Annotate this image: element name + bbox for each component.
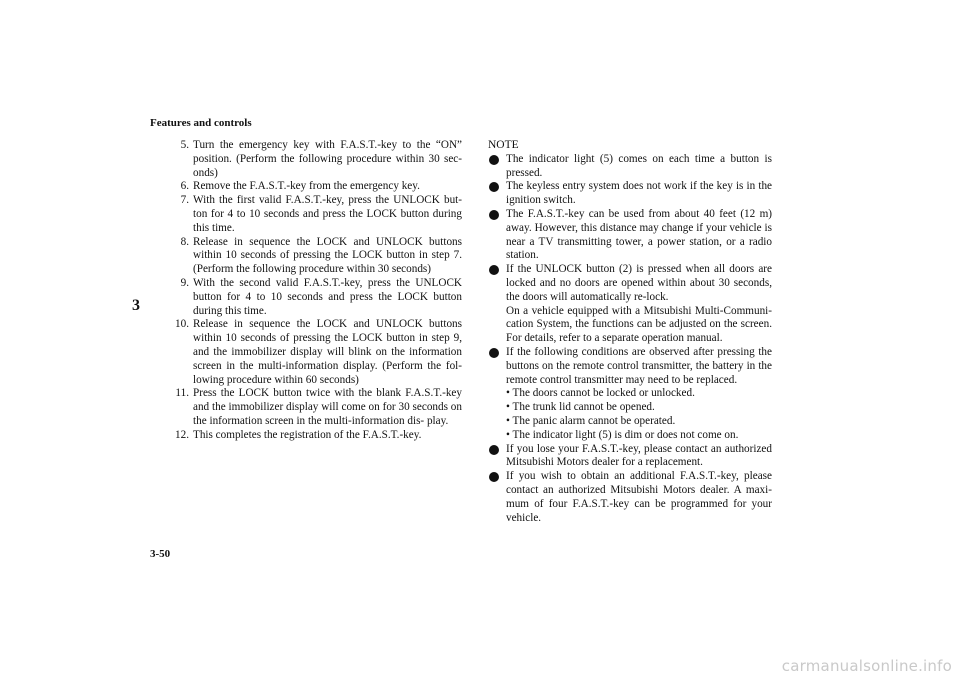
chapter-tab-number: 3 bbox=[132, 297, 140, 314]
note-subitem: • The trunk lid cannot be opened. bbox=[506, 401, 655, 414]
note-column bbox=[488, 139, 772, 525]
page-header-title: Features and controls bbox=[150, 117, 252, 129]
bullet-icon bbox=[489, 182, 499, 192]
step-item: 7. With the first valid F.A.S.T.-key, press the UNLOCK but- ton for 4 to 10 seconds and press the LOCK button during this time. bbox=[180, 194, 462, 234]
step-item: 10. Release in sequence the LOCK and UNLOCK buttons within 10 seconds of pressing the LOCK button in step 9, and the immobilizer display will blink on the information screen in the multi-information display. (Perform the fol- lowing procedure within 60 seconds) bbox=[175, 318, 462, 386]
note-paragraph: On a vehicle equipped with a Mitsubishi Multi-Communi- cation System, the functions can be adjusted on the screen. For details, refer to a separate operation manual. bbox=[506, 304, 772, 345]
bullet-icon bbox=[489, 210, 499, 220]
bullet-icon bbox=[489, 348, 499, 358]
step-item: 5. Turn the emergency key with F.A.S.T.-key to the “ON” position. (Perform the following procedure within 30 sec- onds) bbox=[180, 139, 462, 179]
note-subitem: • The indicator light (5) is dim or does not come on. bbox=[506, 428, 739, 441]
step-item: 8. Release in sequence the LOCK and UNLOCK buttons within 10 seconds of pressing the LOCK button in step 7. (Perform the following procedure within 30 seconds) bbox=[180, 235, 462, 276]
step-item: 9. With the second valid F.A.S.T.-key, press the UNLOCK button for 4 to 10 seconds and press the LOCK button during this time. bbox=[180, 276, 462, 317]
note-subitem: • The panic alarm cannot be operated. bbox=[506, 414, 676, 427]
procedure-column bbox=[165, 139, 462, 443]
note-item: The indicator light (5) comes on each time a button is pressed. bbox=[488, 153, 772, 181]
bullet-icon bbox=[489, 472, 499, 482]
note-item: The F.A.S.T.-key can be used from about 40 feet (12 m) away. However, this distance may change if your vehicle is near a TV transmitting tower, a power station, or a radio station. bbox=[488, 208, 772, 263]
note-subitem: • The doors cannot be locked or unlocked. bbox=[506, 387, 695, 400]
step-item: 12. This completes the registration of the F.A.S.T.-key. bbox=[175, 428, 422, 441]
note-item: If the UNLOCK button (2) is pressed when all doors are locked and no doors are opened within about 30 seconds, the doors will automatically re-lock. On a vehicle equipped with a Mitsubishi Multi-Communi- cation System, the functions can be adjusted on the screen. For details, refer to a separate operation manual. bbox=[488, 263, 772, 346]
bullet-icon bbox=[489, 265, 499, 275]
note-item: If you lose your F.A.S.T.-key, please contact an authorized Mitsubishi Motors dealer for a replacement. bbox=[488, 443, 772, 471]
note-item: If you wish to obtain an additional F.A.S.T.-key, please contact an authorized Mitsubishi Motors dealer. A maxi- mum of four F.A.S.T.-key can be programmed for your vehicle. bbox=[488, 470, 772, 525]
watermark: carmanualsonline.info bbox=[781, 657, 952, 675]
page-number: 3-50 bbox=[150, 548, 171, 560]
note-list bbox=[488, 153, 772, 526]
bullet-icon bbox=[489, 155, 499, 165]
note-item: The keyless entry system does not work if the key is in the ignition switch. bbox=[488, 180, 772, 208]
bullet-icon bbox=[489, 445, 499, 455]
note-item: If the following conditions are observed after pressing the buttons on the remote control transmitter, the battery in the remote control transmitter may need to be replaced. • The doors cannot be locked or unlocked. • The trunk lid cannot be opened. • The panic alarm cannot be operated. • The indicator light (5) is dim or does not come on. bbox=[488, 346, 772, 443]
step-item: 6. Remove the F.A.S.T.-key from the emergency key. bbox=[180, 180, 420, 193]
step-item: 11. Press the LOCK button twice with the blank F.A.S.T.-key and the immobilizer display will come on for 30 seconds on the information screen in the multi-information dis- play. bbox=[175, 387, 462, 427]
note-heading: NOTE bbox=[488, 139, 519, 151]
registration-steps bbox=[165, 139, 462, 443]
